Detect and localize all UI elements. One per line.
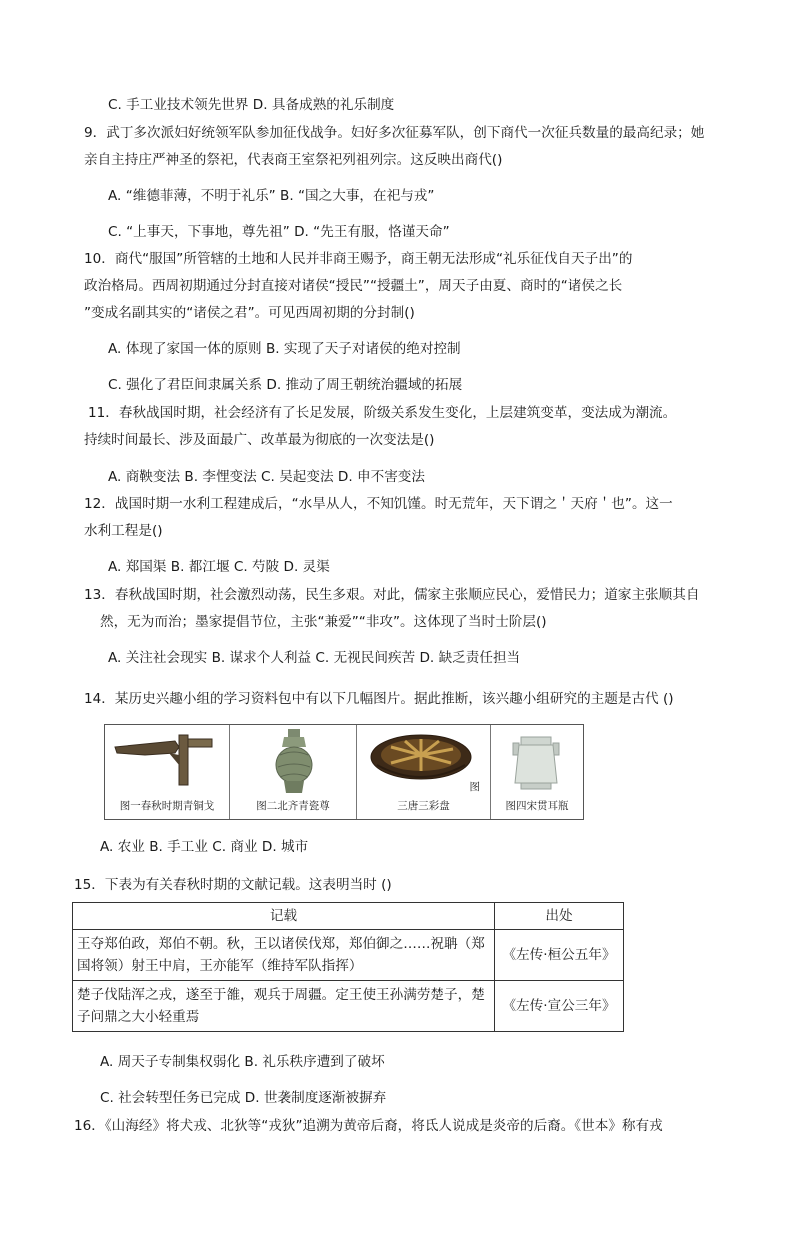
image-bronze-ge xyxy=(105,725,230,819)
q11-stem-line2: 持续时间最长、涉及面最广、改革最为彻底的一次变法是() xyxy=(84,432,435,448)
q9-stem-line1: 9．武丁多次派妇好统领军队参加征伐战争。妇好多次征募军队，创下商代一次征兵数量的最高纪录；她 xyxy=(84,125,705,141)
table-row xyxy=(73,981,624,1032)
q11-stem-line1: 11．春秋战国时期，社会经济有了长足发展，阶级关系发生变化，上层建筑变革，变法成为潮流。 xyxy=(88,405,677,421)
q9-stem-line2: 亲自主持庄严神圣的祭祀，代表商王室祭祀列祖列宗。这反映出商代() xyxy=(84,152,503,168)
q10-options-ab: A. 体现了家国一体的原则 B. 实现了天子对诸侯的绝对控制 xyxy=(108,341,461,357)
table-cell-record: 王夺郑伯政，郑伯不朝。秋，王以诸侯伐郑，郑伯御之……祝聃（郑国将领）射王中肩，王亦能军（维持军队指挥） xyxy=(73,930,495,981)
q9-options-cd: C. “上事天，下事地，尊先祖” D. “先王有服，恪谨天命” xyxy=(108,224,450,240)
table-row xyxy=(73,930,624,981)
q14-image-strip xyxy=(104,724,584,820)
table-cell-record: 楚子伐陆浑之戎，遂至于雒，观兵于周疆。定王使王孙满劳楚子，楚子问鼎之大小轻重焉 xyxy=(73,981,495,1032)
q12-stem-line1: 12．战国时期一水利工程建成后，“水旱从人，不知饥馑。时无荒年，天下谓之＇天府＇也”。这一 xyxy=(84,496,673,512)
image-caption: 三唐三彩盘 xyxy=(397,800,450,812)
q15-stem: 15．下表为有关春秋时期的文献记载。这表明当时 () xyxy=(74,877,392,893)
celadon-zun-illustration xyxy=(230,725,357,805)
q15-source-table xyxy=(72,902,624,1032)
q13-stem-line1: 13．春秋战国时期，社会激烈动荡，民生多艰。对此，儒家主张顺应民心，爱惜民力；道家主张顺其自 xyxy=(84,587,700,603)
image-celadon-zun xyxy=(230,725,357,819)
q8-options-cd: C. 手工业技术领先世界 D. 具备成熟的礼乐制度 xyxy=(108,97,395,113)
image-caption: 图一春秋时期青铜戈 xyxy=(119,800,215,812)
table-cell-source: 《左传·桓公五年》 xyxy=(495,930,624,981)
bronze-ge-illustration xyxy=(105,725,230,805)
table-header-source: 出处 xyxy=(495,903,624,930)
q13-options: A. 关注社会现实 B. 谋求个人利益 C. 无视民间疾苦 D. 缺乏责任担当 xyxy=(108,650,521,666)
guaner-vase-illustration xyxy=(491,725,583,805)
q10-stem-line2: 政治格局。西周初期通过分封直接对诸侯“授民”“授疆土”，周天子由夏、商时的“诸侯之长 xyxy=(84,278,623,294)
table-header-row xyxy=(73,903,624,930)
table-cell-source: 《左传·宣公三年》 xyxy=(495,981,624,1032)
image-tag: 图 xyxy=(469,781,480,793)
image-caption: 图二北齐青瓷尊 xyxy=(256,800,330,812)
image-caption: 图四宋贯耳瓶 xyxy=(505,800,569,812)
q14-options: A. 农业 B. 手工业 C. 商业 D. 城市 xyxy=(100,839,309,855)
q11-options: A. 商鞅变法 B. 李悝变法 C. 吴起变法 D. 申不害变法 xyxy=(108,469,425,485)
q15-options-ab: A. 周天子专制集权弱化 B. 礼乐秩序遭到了破坏 xyxy=(100,1054,385,1070)
q10-stem-line3: ”变成名副其实的“诸侯之君”。可见西周初期的分封制() xyxy=(84,305,415,321)
table-header-record: 记载 xyxy=(73,903,495,930)
q14-stem: 14．某历史兴趣小组的学习资料包中有以下几幅图片。据此推断，该兴趣小组研究的主题是古代 () xyxy=(84,691,674,707)
q12-stem-line2: 水利工程是() xyxy=(84,523,163,539)
q15-options-cd: C. 社会转型任务已完成 D. 世袭制度逐渐被摒弃 xyxy=(100,1090,387,1106)
q13-stem-line2: 然，无为而治；墨家提倡节位，主张“兼爱”“非攻”。这体现了当时士阶层() xyxy=(100,614,547,630)
image-guaner-vase xyxy=(491,725,583,819)
q16-stem-line1: 16．《山海经》将犬戎、北狄等“戎狄”追溯为黄帝后裔，将氐人说成是炎帝的后裔。《世本》称有戎 xyxy=(74,1118,663,1134)
q9-options-ab: A. “维德菲薄，不明于礼乐” B. “国之大事，在祀与戎” xyxy=(108,188,435,204)
q10-stem-line1: 10．商代“服国”所管辖的土地和人民并非商王赐予，商王朝无法形成“礼乐征伐自天子出”的 xyxy=(84,251,633,267)
image-sancai-plate xyxy=(357,725,491,819)
q10-options-cd: C. 强化了君臣间隶属关系 D. 推动了周王朝统治疆域的拓展 xyxy=(108,377,463,393)
q12-options: A. 郑国渠 B. 都江堰 C. 芍陂 D. 灵渠 xyxy=(108,559,330,575)
